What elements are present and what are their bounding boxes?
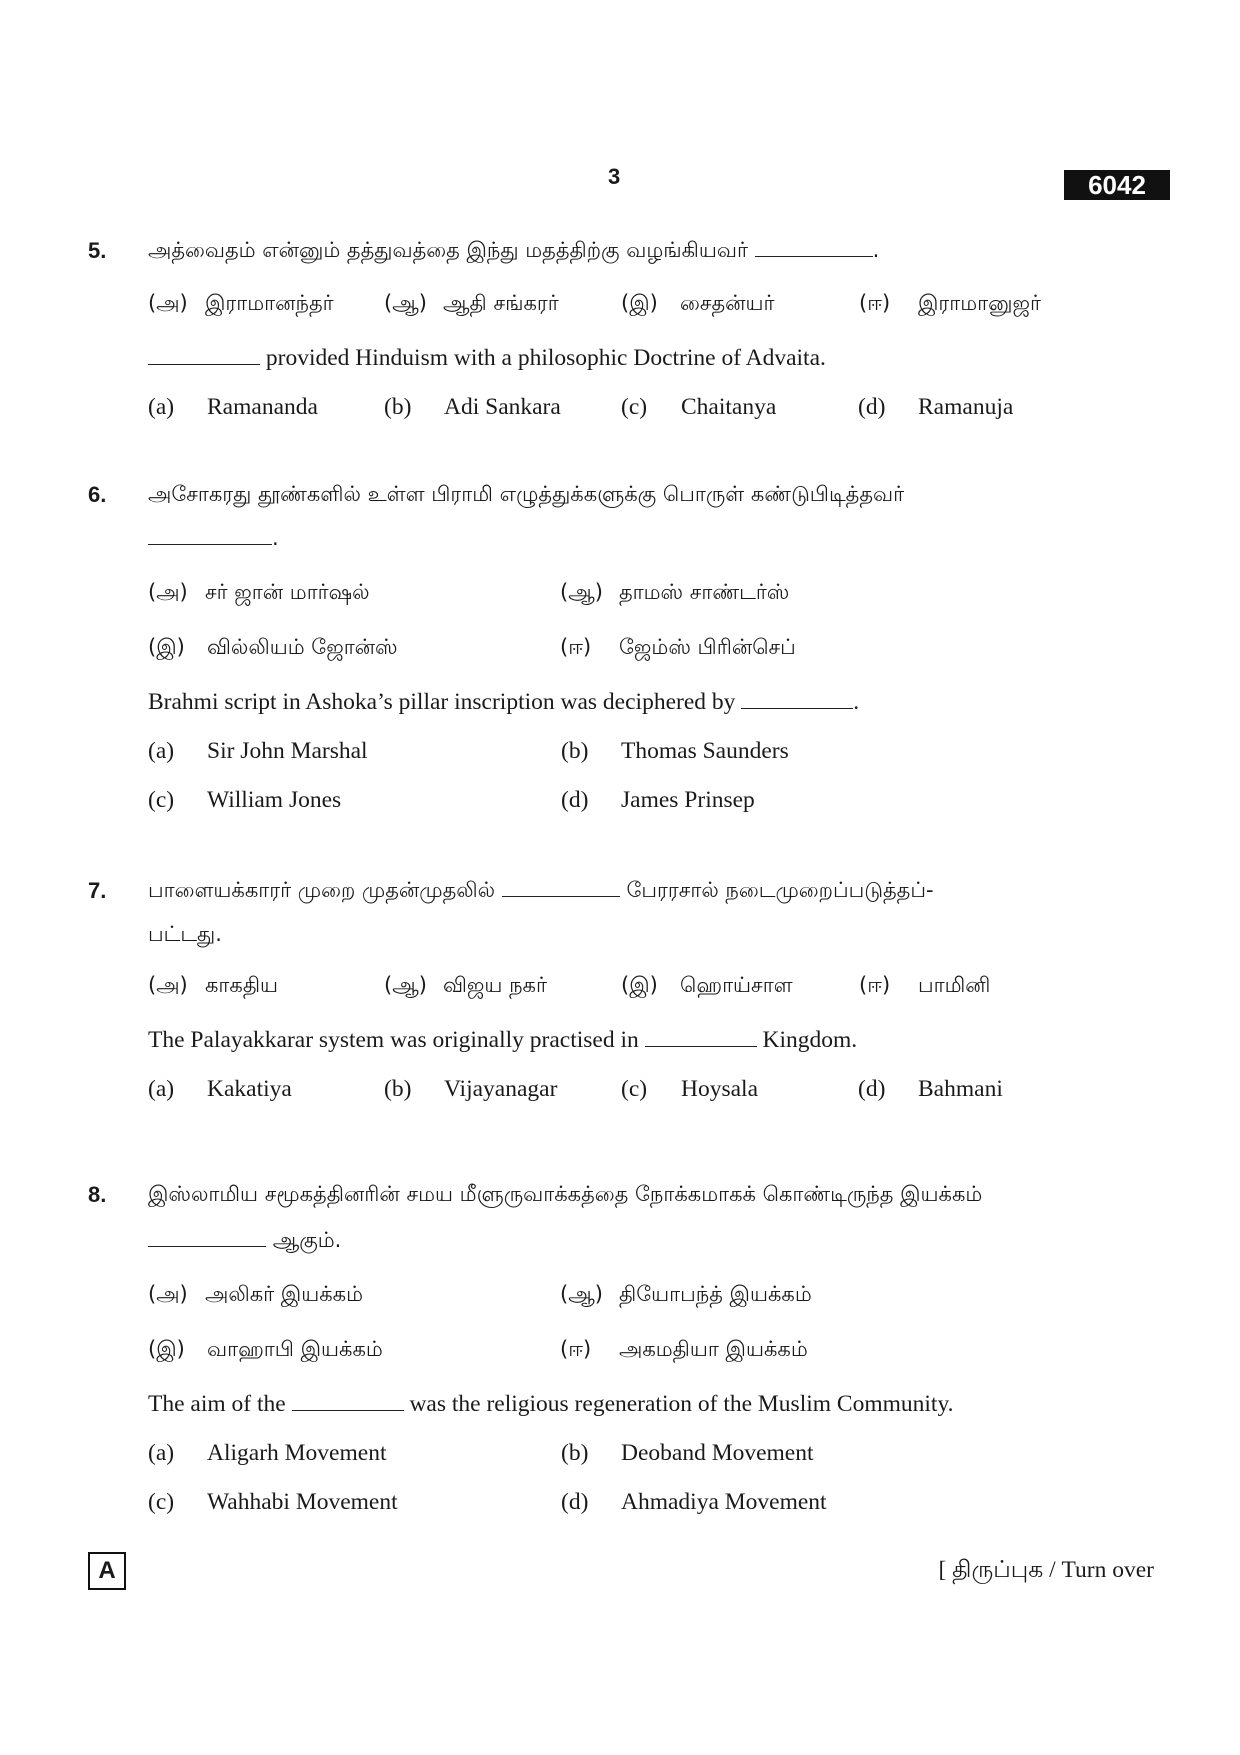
option-text: பாமினி [918, 973, 991, 997]
question-text-tamil [148, 876, 934, 904]
turn-over-label: [ திருப்புக / Turn over [938, 1557, 1154, 1583]
option-text: அகமதியா இயக்கம் [619, 1337, 808, 1361]
option-label: (இ) [621, 291, 658, 315]
option-label: (a) [148, 738, 175, 764]
answer-blank-line: . [148, 524, 279, 552]
option-label: (அ) [148, 973, 188, 997]
question-text: பட்டது. [148, 922, 222, 946]
option-label: (அ) [148, 1282, 188, 1306]
answer-blank [148, 526, 272, 545]
question-text: பாளையக்காரர் முறை முதன்முதலில் [148, 878, 496, 902]
option-text: Ahmadiya Movement [621, 1489, 827, 1515]
question-text: The aim of the [148, 1391, 286, 1417]
option-text: அலிகர் இயக்கம் [205, 1282, 364, 1306]
question-number: 8. [88, 1182, 107, 1207]
series-box: A [88, 1552, 126, 1590]
option-text: Ramananda [207, 394, 318, 420]
option-label: (ஈ) [560, 1337, 592, 1361]
question-text-tamil: அத்வைதம் என்னும் தத்துவத்தை இந்து மதத்திற்கு வழங்கியவர் . [148, 238, 880, 262]
page-number: 3 [608, 164, 621, 189]
option-text: Bahmani [918, 1076, 1003, 1102]
answer-blank [502, 878, 620, 897]
option-text: Deoband Movement [621, 1440, 814, 1466]
question-text-english [148, 1026, 857, 1054]
answer-blank [645, 1028, 757, 1047]
option-text: Vijayanagar [444, 1076, 558, 1102]
option-label: (d) [561, 1489, 589, 1515]
option-label: (b) [561, 738, 589, 764]
option-label: (ஆ) [384, 291, 427, 315]
option-label: (d) [858, 1076, 886, 1102]
option-label: (ஈ) [859, 291, 891, 315]
option-text: Ramanuja [918, 394, 1014, 420]
option-text: Aligarh Movement [207, 1440, 387, 1466]
option-text: வில்லியம் ஜோன்ஸ் [207, 635, 398, 659]
question-text: The Palayakkarar system was originally practised in [148, 1027, 639, 1053]
option-label: (இ) [148, 1337, 185, 1361]
paper-code-badge: 6042 [1064, 170, 1170, 200]
answer-blank [148, 346, 260, 365]
option-text: ஜேம்ஸ் பிரின்செப் [619, 635, 796, 659]
option-text: Adi Sankara [444, 394, 561, 420]
option-text: காகதிய [205, 973, 279, 997]
option-text: Kakatiya [207, 1076, 292, 1102]
option-label: (ஈ) [560, 635, 592, 659]
option-label: (b) [561, 1440, 589, 1466]
option-text: ஆதி சங்கரர் [443, 291, 559, 315]
option-label: (a) [148, 1076, 175, 1102]
answer-blank [741, 690, 853, 709]
option-text: இராமானந்தர் [205, 291, 334, 315]
option-label: (ஆ) [560, 1282, 603, 1306]
question-text: Brahmi script in Ashoka’s pillar inscription was deciphered by [148, 689, 736, 715]
question-text: Kingdom. [762, 1027, 858, 1053]
question-text-tamil [148, 1226, 341, 1254]
option-label: (d) [561, 787, 589, 813]
option-label: (இ) [148, 635, 185, 659]
question-text-english: Brahmi script in Ashoka’s pillar inscription was deciphered by . [148, 689, 860, 715]
question-number: 6. [88, 482, 107, 507]
answer-blank [755, 238, 873, 257]
question-text: provided Hinduism with a philosophic Doctrine of Advaita. [265, 345, 826, 371]
option-text: வாஹாபி இயக்கம் [207, 1337, 383, 1361]
option-text: தியோபந்த் இயக்கம் [619, 1282, 812, 1306]
option-label: (a) [148, 1440, 175, 1466]
option-label: (ஆ) [384, 973, 427, 997]
option-text: Chaitanya [681, 394, 777, 420]
question-text: was the religious regeneration of the Muslim Community. [409, 1391, 954, 1417]
answer-blank [148, 1228, 266, 1247]
option-label: (b) [384, 1076, 412, 1102]
question-text-english [148, 1390, 954, 1418]
option-label: (c) [148, 1489, 175, 1515]
option-text: Wahhabi Movement [207, 1489, 398, 1515]
option-label: (ஈ) [859, 973, 891, 997]
question-text: அத்வைதம் என்னும் தத்துவத்தை இந்து மதத்திற்கு வழங்கியவர் [148, 238, 748, 262]
option-text: Hoysala [681, 1076, 759, 1102]
question-number: 5. [88, 238, 107, 263]
option-label: (c) [621, 394, 648, 420]
option-label: (இ) [621, 973, 658, 997]
option-text: சைதன்யர் [680, 291, 775, 315]
option-label: (a) [148, 394, 175, 420]
option-text: James Prinsep [621, 787, 755, 813]
option-label: (ஆ) [560, 580, 603, 604]
question-text: இஸ்லாமிய சமூகத்தினரின் சமய மீளுருவாக்கத்தை நோக்கமாகக் கொண்டிருந்த இயக்கம் [148, 1182, 983, 1206]
option-label: (b) [384, 394, 412, 420]
question-number: 7. [88, 878, 107, 903]
question-text: ஆகும். [272, 1228, 342, 1252]
option-text: தாமஸ் சாண்டர்ஸ் [619, 580, 790, 604]
question-text: அசோகரது தூண்களில் உள்ள பிராமி எழுத்துக்களுக்கு பொருள் கண்டுபிடித்தவர் [148, 482, 905, 506]
option-label: (c) [148, 787, 175, 813]
option-label: (அ) [148, 291, 188, 315]
option-text: இராமானுஜர் [918, 291, 1041, 315]
option-text: விஜய நகர் [443, 973, 547, 997]
question-text-english [148, 344, 826, 372]
option-text: Sir John Marshal [207, 738, 368, 764]
answer-blank [292, 1392, 404, 1411]
question-text: பேரரசால் நடைமுறைப்படுத்தப்- [626, 878, 934, 902]
option-text: William Jones [207, 787, 342, 813]
option-label: (c) [621, 1076, 648, 1102]
option-text: சர் ஜான் மார்ஷல் [205, 580, 370, 604]
option-label: (d) [858, 394, 886, 420]
option-label: (அ) [148, 580, 188, 604]
option-text: ஹொய்சாள [680, 973, 793, 997]
option-text: Thomas Saunders [621, 738, 789, 764]
